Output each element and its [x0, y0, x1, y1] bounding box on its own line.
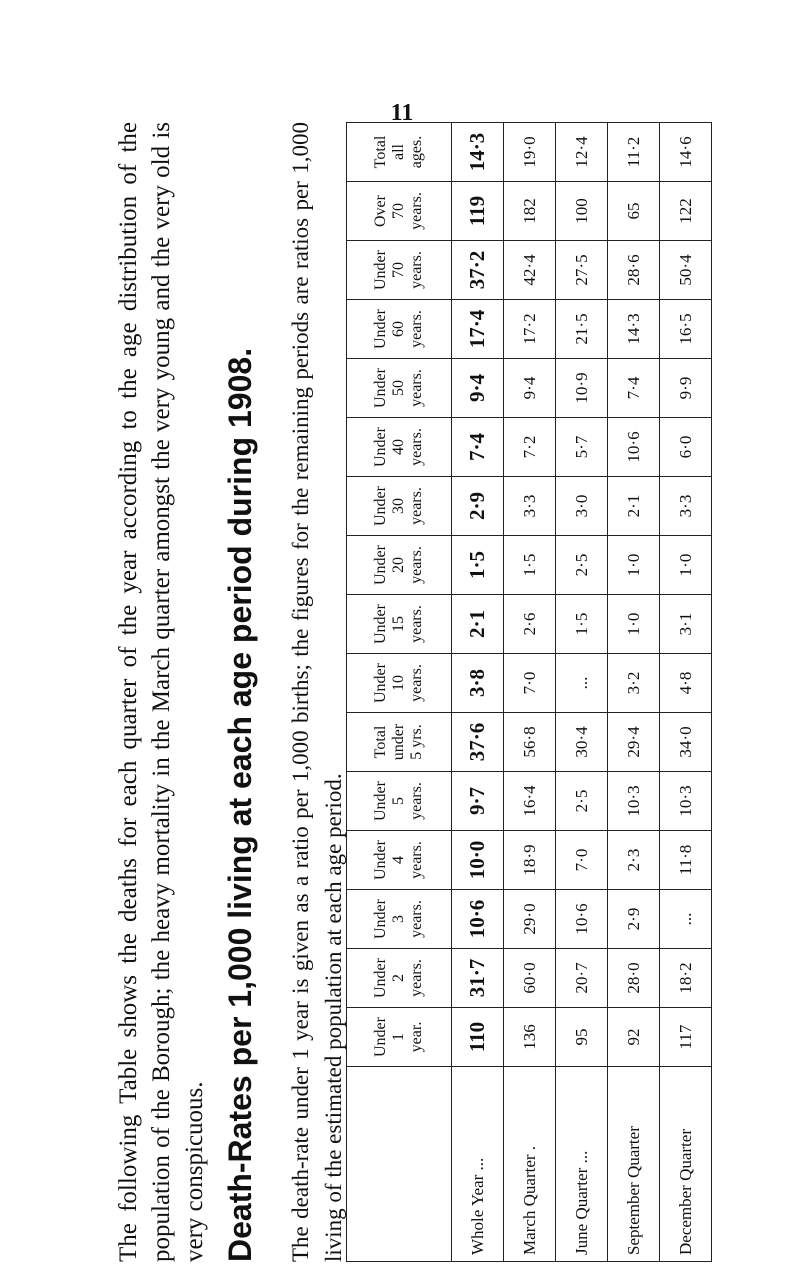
table-cell: 28·0 — [608, 949, 660, 1008]
column-header-line: Under — [372, 663, 389, 703]
column-header — [347, 890, 452, 949]
table-cell: 7·0 — [556, 831, 608, 890]
table-cell: 2·9 — [608, 890, 660, 949]
column-header-line: years. — [408, 251, 425, 289]
table-cell: ... — [556, 654, 608, 713]
column-header-line: Under — [372, 899, 389, 939]
column-header-line: years. — [408, 841, 425, 879]
table-cell: 1·0 — [608, 595, 660, 654]
table-cell: 7·4 — [608, 359, 660, 418]
table-cell: 18·2 — [660, 949, 712, 1008]
table-row — [660, 123, 712, 1262]
table-cell: 11·2 — [608, 123, 660, 182]
column-header-line: 60 — [390, 321, 407, 337]
table-cell: 12·4 — [556, 123, 608, 182]
table-cell: 28·6 — [608, 241, 660, 300]
table-cell: 2·1 — [452, 595, 504, 654]
table-cell: 10·6 — [452, 890, 504, 949]
table-note: The death-rate under 1 year is given as a ratio per 1,000 births; the figures for the remaining periods are ratios per 1,000 living of the estimated population at each age period. — [288, 122, 346, 1262]
table-header-row — [347, 123, 452, 1262]
table-cell: 10·3 — [660, 772, 712, 831]
column-header-line: Under — [372, 368, 389, 408]
table-cell: 3·1 — [660, 595, 712, 654]
column-header-line: years. — [408, 310, 425, 348]
death-rates-table — [346, 122, 712, 1262]
table-cell: 117 — [660, 1008, 712, 1067]
table-cell: 14·6 — [660, 123, 712, 182]
column-header-line: years. — [408, 192, 425, 230]
column-header — [347, 359, 452, 418]
table-cell: 2·1 — [608, 477, 660, 536]
table-cell: 10·6 — [556, 890, 608, 949]
table-cell: 1·5 — [452, 536, 504, 595]
column-header — [347, 654, 452, 713]
row-label: March Quarter . — [504, 1067, 556, 1262]
table-cell: 9·7 — [452, 772, 504, 831]
column-header-line: year. — [408, 1021, 425, 1053]
column-header — [347, 713, 452, 772]
table-row — [556, 123, 608, 1262]
table-cell: 7·4 — [452, 418, 504, 477]
table-cell: 14·3 — [452, 123, 504, 182]
intro-paragraph: The following Table shows the deaths for each quarter of the year according to the age distribution of the population of the Borough; the heavy mortality in the March quarter amongst the very young and the very old is very conspicuous. — [115, 122, 208, 1262]
column-header — [347, 949, 452, 1008]
column-header-line: Total — [372, 135, 389, 169]
column-header-line: years. — [408, 782, 425, 820]
table-cell: 7·0 — [504, 654, 556, 713]
column-header-line: Over — [372, 195, 389, 227]
column-header-line: years. — [408, 369, 425, 407]
row-label: June Quarter ... — [556, 1067, 608, 1262]
column-header-line: Under — [372, 958, 389, 998]
column-header-line: Under — [372, 427, 389, 467]
table-cell: 30·4 — [556, 713, 608, 772]
column-header-line: 10 — [390, 675, 407, 691]
column-header — [347, 123, 452, 182]
column-header-line: 70 — [390, 262, 407, 278]
table-cell: 16·5 — [660, 300, 712, 359]
table-cell: 10·0 — [452, 831, 504, 890]
column-header-line: years. — [408, 546, 425, 584]
table-cell: 4·8 — [660, 654, 712, 713]
row-label: September Quarter — [608, 1067, 660, 1262]
table-cell: 6·0 — [660, 418, 712, 477]
column-header — [347, 300, 452, 359]
table-cell: 5·7 — [556, 418, 608, 477]
table-cell: 21·5 — [556, 300, 608, 359]
column-header-line: 70 — [390, 203, 407, 219]
table-cell: 110 — [452, 1008, 504, 1067]
column-header-line: years. — [408, 428, 425, 466]
column-header-line: 30 — [390, 498, 407, 514]
column-header — [347, 241, 452, 300]
table-cell: 2·6 — [504, 595, 556, 654]
table-cell: 9·4 — [504, 359, 556, 418]
row-label-header — [347, 1067, 452, 1262]
table-cell: 119 — [452, 182, 504, 241]
table-cell: 182 — [504, 182, 556, 241]
table-heading: Death-Rates per 1,000 living at each age period during 1908. — [222, 347, 258, 1262]
table-cell: 18·9 — [504, 831, 556, 890]
table-cell: 3·3 — [504, 477, 556, 536]
table-cell: ... — [660, 890, 712, 949]
table-cell: 29·4 — [608, 713, 660, 772]
table-cell: 60·0 — [504, 949, 556, 1008]
column-header-line: Under — [372, 604, 389, 644]
table-cell: 17·4 — [452, 300, 504, 359]
rotated-page-content — [112, 122, 722, 1262]
table-cell: 10·6 — [608, 418, 660, 477]
column-header-line: 15 — [390, 616, 407, 632]
table-row — [504, 123, 556, 1262]
table-cell: 42·4 — [504, 241, 556, 300]
table-row — [608, 123, 660, 1262]
column-header — [347, 477, 452, 536]
column-header — [347, 536, 452, 595]
table-cell: 3·0 — [556, 477, 608, 536]
column-header — [347, 418, 452, 477]
table-cell: 2·9 — [452, 477, 504, 536]
column-header-line: Under — [372, 1017, 389, 1057]
column-header-line: all — [390, 144, 407, 160]
column-header-line: 50 — [390, 380, 407, 396]
column-header — [347, 772, 452, 831]
table-cell: 3·3 — [660, 477, 712, 536]
column-header-line: 40 — [390, 439, 407, 455]
column-header-line: years. — [408, 487, 425, 525]
table-cell: 7·2 — [504, 418, 556, 477]
table-cell: 37·6 — [452, 713, 504, 772]
column-header-line: Under — [372, 486, 389, 526]
column-header-line: Total — [372, 725, 389, 759]
table-cell: 50·4 — [660, 241, 712, 300]
column-header — [347, 595, 452, 654]
table-cell: 14·3 — [608, 300, 660, 359]
column-header-line: 4 — [390, 856, 407, 864]
table-cell: 10·3 — [608, 772, 660, 831]
table-cell: 3·8 — [452, 654, 504, 713]
column-header-line: Under — [372, 545, 389, 585]
table-cell: 95 — [556, 1008, 608, 1067]
page-number: 11 — [390, 100, 414, 126]
table-cell: 17·2 — [504, 300, 556, 359]
table-cell: 37·2 — [452, 241, 504, 300]
table-cell: 100 — [556, 182, 608, 241]
table-cell: 1·0 — [660, 536, 712, 595]
row-label: December Quarter — [660, 1067, 712, 1262]
table-cell: 20·7 — [556, 949, 608, 1008]
column-header-line: 20 — [390, 557, 407, 573]
table-cell: 65 — [608, 182, 660, 241]
table-cell: 1·5 — [556, 595, 608, 654]
table-cell: 31·7 — [452, 949, 504, 1008]
table-cell: 1·5 — [504, 536, 556, 595]
column-header — [347, 182, 452, 241]
table-cell: 122 — [660, 182, 712, 241]
column-header — [347, 831, 452, 890]
table-cell: 34·0 — [660, 713, 712, 772]
table-cell: 2·5 — [556, 772, 608, 831]
table-body — [452, 123, 712, 1262]
table-cell: 9·4 — [452, 359, 504, 418]
table-cell: 136 — [504, 1008, 556, 1067]
table-cell: 2·5 — [556, 536, 608, 595]
column-header-line: years. — [408, 605, 425, 643]
column-header-line: Under — [372, 250, 389, 290]
table-cell: 29·0 — [504, 890, 556, 949]
column-header-line: Under — [372, 309, 389, 349]
column-header — [347, 1008, 452, 1067]
column-header-line: under — [390, 723, 407, 761]
column-header-line: Under — [372, 840, 389, 880]
table-cell: 3·2 — [608, 654, 660, 713]
table-cell: 27·5 — [556, 241, 608, 300]
column-header-line: Under — [372, 781, 389, 821]
column-header-line: years. — [408, 959, 425, 997]
column-header-line: 2 — [390, 974, 407, 982]
table-cell: 9·9 — [660, 359, 712, 418]
table-cell: 92 — [608, 1008, 660, 1067]
column-header-line: years. — [408, 900, 425, 938]
table-cell: 11·8 — [660, 831, 712, 890]
column-header-line: 5 yrs. — [408, 724, 425, 760]
column-header-line: 3 — [390, 915, 407, 923]
table-cell: 1·0 — [608, 536, 660, 595]
table-row — [452, 123, 504, 1262]
table-cell: 56·8 — [504, 713, 556, 772]
table-cell: 10·9 — [556, 359, 608, 418]
column-header-line: 1 — [390, 1033, 407, 1041]
row-label: Whole Year ... — [452, 1067, 504, 1262]
table-cell: 16·4 — [504, 772, 556, 831]
column-header-line: 5 — [390, 797, 407, 805]
table-cell: 19·0 — [504, 123, 556, 182]
column-header-line: years. — [408, 664, 425, 702]
table-cell: 2·3 — [608, 831, 660, 890]
column-header-line: ages. — [408, 135, 425, 169]
